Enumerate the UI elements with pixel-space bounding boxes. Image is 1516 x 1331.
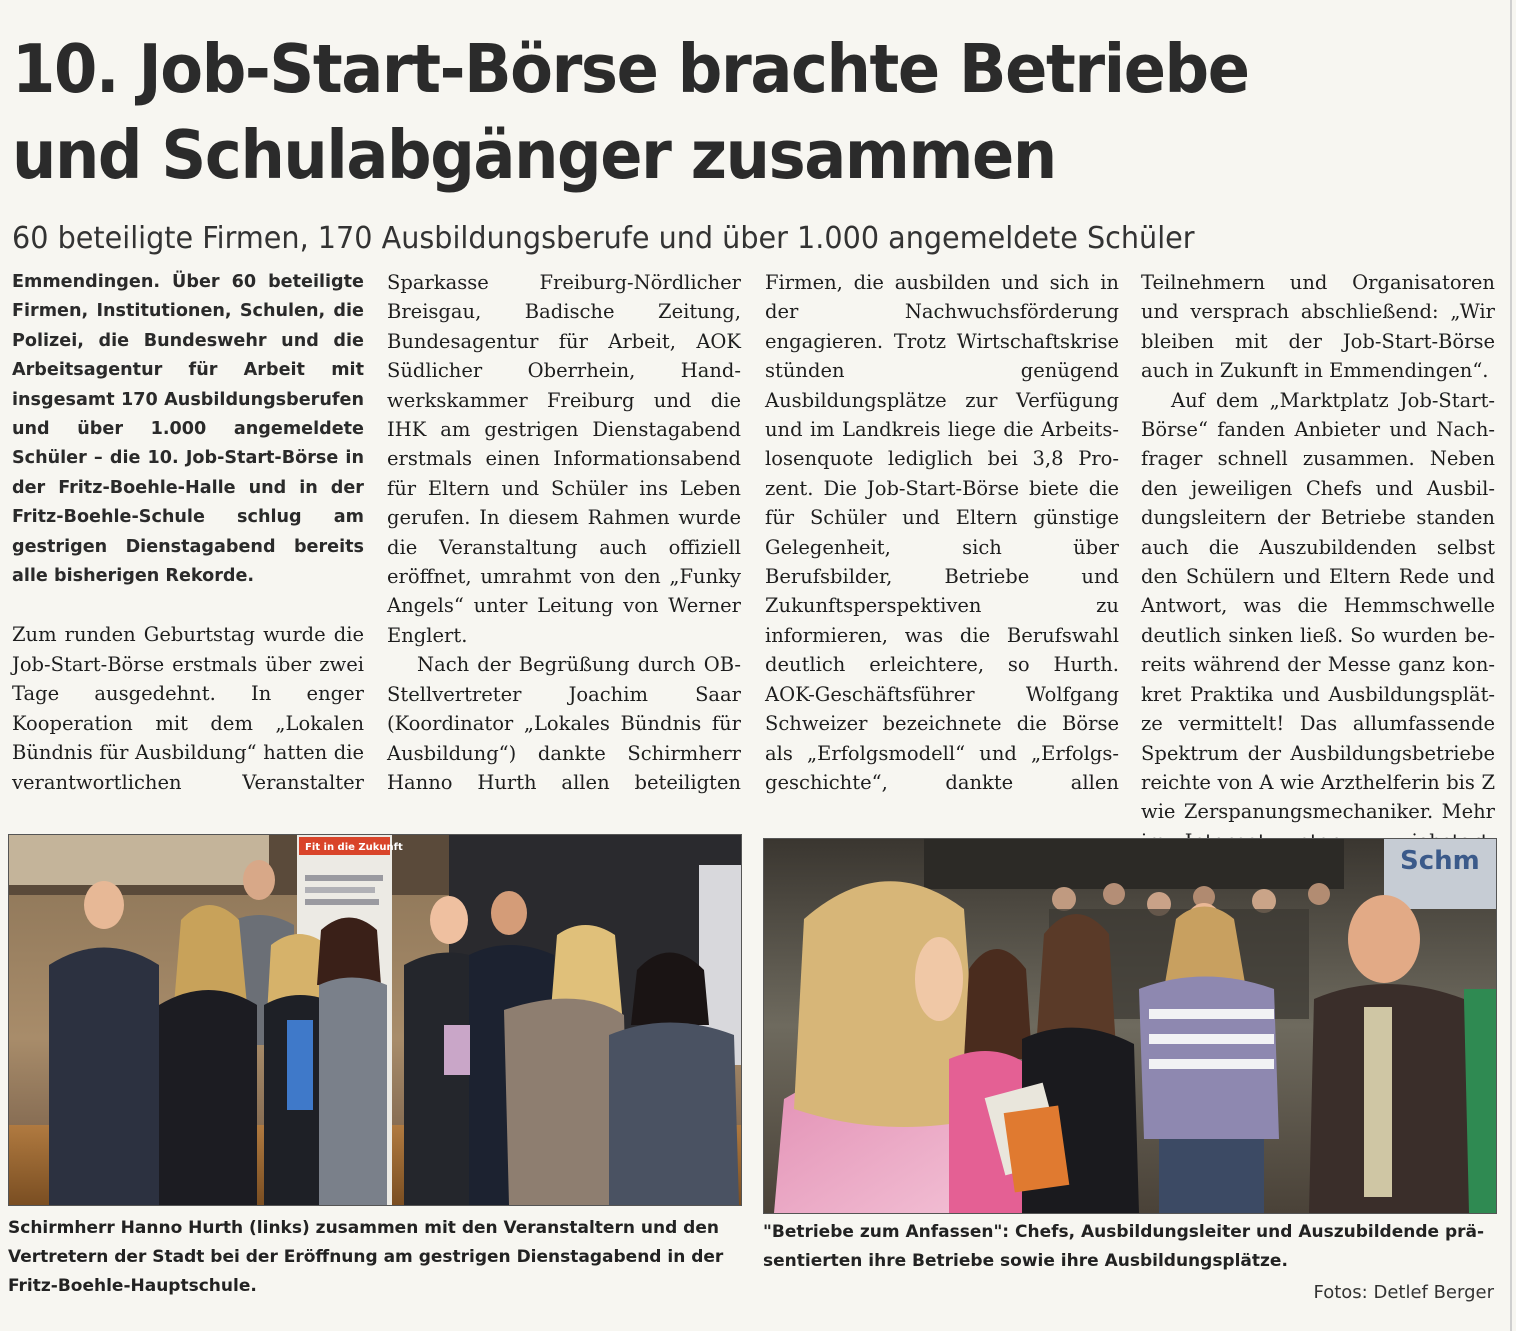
photo-caption-2: "Betriebe zum Anfassen": Chefs, Ausbildungsleiter und Auszubildende präsentierten ihre Betriebe sowie ihre Ausbildungsplätze. <box>763 1222 1485 1271</box>
photo-marketplace <box>763 838 1497 1214</box>
body-paragraph-2: Nach der Begrüßung durch OB-Stellvertreter Joachim Saar (Koordinator „Lokales Bündnis für Ausbildung“) dankte Schirmherr Hanno Hurth allen beteiligten <box>387 653 741 794</box>
stand-sign-text: Fit in die Zukunft <box>305 842 403 853</box>
photo-opening-group-image <box>9 835 741 1205</box>
photo-credit: Fotos: Detlef Berger <box>1313 1282 1494 1303</box>
headline <box>12 26 1388 198</box>
subheadline: 60 beteiligte Firmen, 170 Ausbildungsberufe und über 1.000 angemeldete Schüler <box>12 221 1195 256</box>
article-column-3 <box>765 268 1119 797</box>
photo-opening-group <box>8 834 742 1206</box>
article-column-1 <box>12 268 364 797</box>
photo-caption-1: Schirmherr Hanno Hurth (links) zusammen mit den Veranstaltern und den Vertretern der Stadt bei der Eröffnung am gestrigen Dienstagabend in der Fritz-Boehle-Hauptschule. <box>8 1218 724 1296</box>
banner-sign-text: Schm <box>1400 846 1480 876</box>
body-paragraph-2: Firmen, die ausbilden und sich in der Nachwuchsförderung engagieren. Trotz Wirtschaftskrise stünden genügend Ausbildungsplätze zur Verfügung und im Landkreis liege die Arbeitslosenquote lediglich bei 3,8 Prozent. Die Job-Start-Börse biete die für Schüler und Eltern günstige Gelegenheit, sich über Berufsbilder, Betriebe und Zukunftsperspektiven zu informieren, was die Berufswahl deutlich erleichtere, so Hurth. AOK-Geschäftsführer Wolfgang Schweizer bezeichnete die Börse als „Erfolgsmodell“ und „Erfolgsgeschichte“, dankte allen <box>765 271 1119 794</box>
body-paragraph-3: Auf dem „Marktplatz Job-Start-Börse“ fanden Anbieter und Nachfrager schnell zusammen. Neben den jeweiligen Chefs und Ausbildungsleitern der Betriebe standen auch die Auszubildenden selbst den Schülern und Eltern Rede und Antwort, was die Hemmschwelle deutlich sinken ließ. So wurden bereits während der Messe ganz konkret Praktika und Ausbildungsplätze vermittelt! Das allumfassende Spektrum der Ausbildungsbetriebe reichte von A wie Arzthelferin bis Z wie Zerspanungsmechaniker. Mehr <box>1141 388 1495 824</box>
body-paragraph-1: Zum runden Geburtstag wurde die Job-Start-Börse erstmals über zwei Tage ausgedehnt. In enger Kooperation mit dem „Lokalen Bündnis für Ausbildung“ hatten die verantwortlichen Veranstalter <box>12 623 364 794</box>
headline-line-1: 10. Job-Start-Börse brachte Betriebe <box>12 30 1249 108</box>
body-paragraph-2: Teilnehmern und Organisatoren und versprach abschließend: „Wir bleiben mit der Job-Start-Börse auch in Zukunft in Emmendingen“. <box>1141 271 1495 383</box>
article-column-4 <box>1141 268 1495 915</box>
photo-marketplace-image <box>764 839 1496 1213</box>
body-paragraph-1: Sparkasse Freiburg-Nördlicher Breisgau, Badische Zeitung, Bundesagentur für Arbeit, AOK Südlicher Oberrhein, Handwerkskammer Freiburg und die IHK am gestrigen Dienstagabend erstmals einen Informationsabend für Eltern und Schüler ins Leben gerufen. In diesem Rahmen wurde die Veranstaltung auch offiziell eröffnet, umrahmt von den „Funky Angels“ unter Leitung von Werner Englert. <box>387 271 741 647</box>
article-column-2 <box>387 268 741 797</box>
lead-paragraph: Emmendingen. Über 60 beteiligte Firmen, Institutionen, Schulen, die Polizei, die Bundeswehr und die Arbeitsagentur für Arbeit mit insgesamt 170 Ausbildungsberufen und über 1.000 angemeldete Schüler – die 10. Job-Start-Börse in der Fritz-Boehle-Halle und in der Fritz-Boehle-Schule schlug am gestrigen Dienstagabend bereits alle bisherigen Rekorde. <box>12 272 364 587</box>
page-edge <box>1510 0 1512 1331</box>
headline-line-2: und Schulabgänger zusammen <box>12 116 1056 194</box>
